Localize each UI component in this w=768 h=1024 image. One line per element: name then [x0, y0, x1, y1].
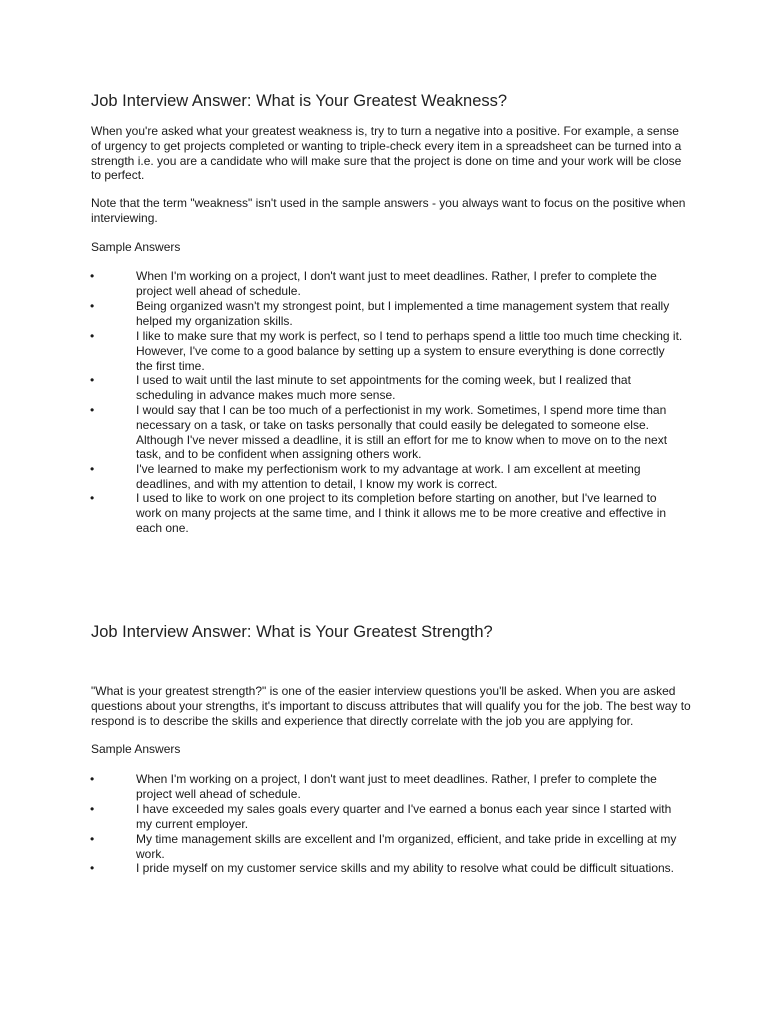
bullet-icon: • [90, 269, 95, 283]
answer-text: I've learned to make my perfectionism work to my advantage at work. I am excellent at meeting deadlines, and with my attention to detail, I know my work is correct. [136, 462, 641, 491]
bullet-icon: • [90, 299, 95, 313]
answer-text: I would say that I can be too much of a perfectionist in my work. Sometimes, I spend more time than necessary on a task, or take on tasks personally that could easily be delegated to someone else. Although I've never missed a deadline, it is still an effort for me to know when to move on to the next task, and to be confident when assigning others work. [136, 403, 668, 462]
bullet-icon: • [90, 403, 95, 417]
answer-text: My time management skills are excellent and I'm organized, efficient, and take pride in excelling at my work. [136, 832, 677, 861]
weakness-heading: Job Interview Answer: What is Your Greatest Weakness? [91, 92, 508, 110]
answer-text: When I'm working on a project, I don't want just to meet deadlines. Rather, I prefer to complete the project well ahead of schedule. [136, 772, 657, 801]
weakness-sample-answers-label: Sample Answers [91, 240, 181, 254]
bullet-icon: • [90, 329, 95, 343]
answer-text: I pride myself on my customer service skills and my ability to resolve what could be difficult situations. [136, 861, 674, 875]
bullet-icon: • [90, 491, 95, 505]
weakness-intro-paragraph: When you're asked what your greatest weakness is, try to turn a negative into a positive. For example, a sense of urgency to get projects completed or wanting to triple-check every item in a spreadsheet can be turned into a strength i.e. you are a candidate who will make sure that the project is done on time and your work will be close to perfect. [91, 124, 682, 183]
answer-text: I like to make sure that my work is perfect, so I tend to perhaps spend a little too much time checking it. However, I've come to a good balance by setting up a system to ensure everything is done correctly the first time. [136, 329, 683, 373]
answer-text: I have exceeded my sales goals every quarter and I've earned a bonus each year since I started with my current employer. [136, 802, 672, 831]
bullet-icon: • [90, 373, 95, 387]
answer-text: I used to wait until the last minute to set appointments for the coming week, but I realized that scheduling in advance makes much more sense. [136, 373, 631, 402]
answer-text: Being organized wasn't my strongest point, but I implemented a time management system that really helped my organization skills. [136, 299, 670, 328]
weakness-note-paragraph: Note that the term "weakness" isn't used in the sample answers - you always want to focus on the positive when interviewing. [91, 196, 686, 225]
bullet-icon: • [90, 832, 95, 846]
bullet-icon: • [90, 772, 95, 786]
bullet-icon: • [90, 861, 95, 875]
strength-sample-answers-label: Sample Answers [91, 742, 181, 756]
answer-text: When I'm working on a project, I don't want just to meet deadlines. Rather, I prefer to complete the project well ahead of schedule. [136, 269, 657, 298]
bullet-icon: • [90, 462, 95, 476]
strength-intro-paragraph: "What is your greatest strength?" is one of the easier interview questions you'll be asked. When you are asked questions about your strengths, it's important to discuss attributes that will qualify you for the job. The best way to respond is to describe the skills and experience that directly correlate with the job you are applying for. [91, 684, 691, 728]
answer-text: I used to like to work on one project to its completion before starting on another, but I've learned to work on many projects at the same time, and I think it allows me to be more creative and effective in each one. [136, 491, 667, 535]
strength-heading: Job Interview Answer: What is Your Greatest Strength? [91, 623, 493, 641]
bullet-icon: • [90, 802, 95, 816]
